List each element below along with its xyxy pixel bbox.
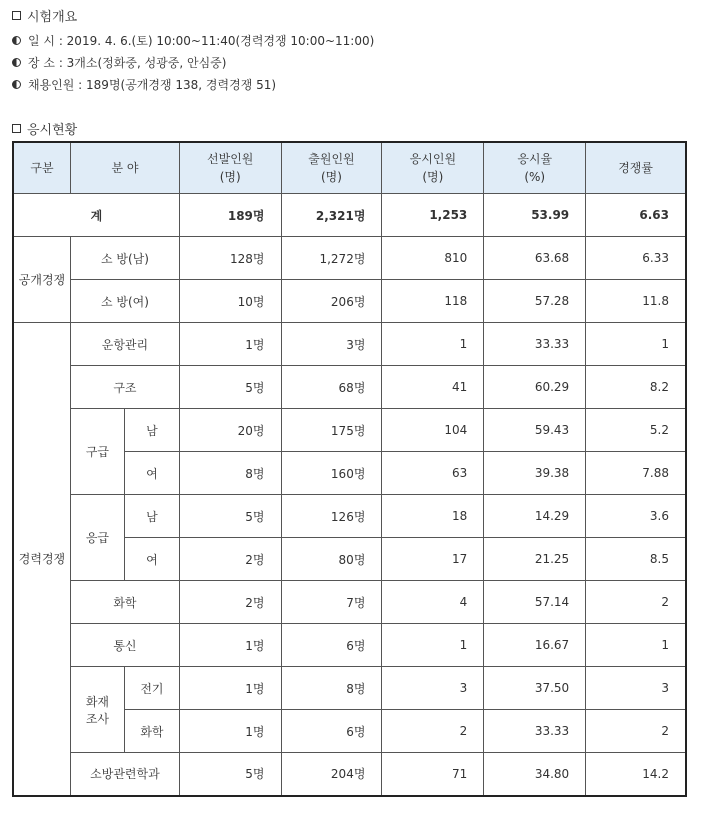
- group-hwajae: 화재 조사: [70, 667, 124, 753]
- status-heading: [12, 119, 77, 138]
- header-competition: 경쟁률: [586, 142, 686, 194]
- header-gubun: 구분: [13, 142, 70, 194]
- header-field: 분 야: [70, 142, 179, 194]
- header-rate: 응시율 (%): [484, 142, 586, 194]
- table-row-total: 계 189명 2,321명 1,253 53.99 6.63: [13, 194, 686, 237]
- group-career: 경력경쟁: [13, 323, 70, 796]
- square-bullet-icon: [12, 124, 21, 133]
- table-row: 여 2명 80명 17 21.25 8.5: [13, 538, 686, 581]
- overview-item-headcount: 채용인원 : 189명(공개경쟁 138, 경력경쟁 51): [12, 76, 276, 93]
- overview-item-datetime: 일 시 : 2019. 4. 6.(토) 10:00~11:40(경력경쟁 10:00~11:00): [12, 32, 374, 49]
- application-status-table: [12, 141, 687, 797]
- overview-heading: [12, 6, 77, 25]
- square-bullet-icon: [12, 11, 21, 20]
- table-row: 소방관련학과 5명 204명 71 34.80 14.2: [13, 753, 686, 796]
- header-applied: 출원인원 (명): [281, 142, 382, 194]
- table-header-row: [13, 142, 686, 194]
- group-eunggeup: 응급: [70, 495, 124, 581]
- table-row: 통신 1명 6명 1 16.67 1: [13, 624, 686, 667]
- group-gugeup: 구급: [70, 409, 124, 495]
- group-open: 공개경쟁: [13, 237, 70, 323]
- half-circle-bullet-icon: [12, 36, 21, 45]
- table-row: 소 방(여) 10명 206명 118 57.28 11.8: [13, 280, 686, 323]
- table-row: 화학 2명 7명 4 57.14 2: [13, 581, 686, 624]
- half-circle-bullet-icon: [12, 58, 21, 67]
- header-taken: 응시인원 (명): [382, 142, 484, 194]
- table-row: 구조 5명 68명 41 60.29 8.2: [13, 366, 686, 409]
- table-row: 구급 남 20명 175명 104 59.43 5.2: [13, 409, 686, 452]
- table-row: 공개경쟁 소 방(남) 128명 1,272명 810 63.68 6.33: [13, 237, 686, 280]
- overview-item-place: 장 소 : 3개소(정화중, 성광중, 안심중): [12, 54, 226, 71]
- table-row: 화학 1명 6명 2 33.33 2: [13, 710, 686, 753]
- header-selected: 선발인원 (명): [179, 142, 281, 194]
- table-row: 여 8명 160명 63 39.38 7.88: [13, 452, 686, 495]
- status-title: 응시현황: [27, 123, 78, 138]
- table-row: 경력경쟁 운항관리 1명 3명 1 33.33 1: [13, 323, 686, 366]
- table-row: 응급 남 5명 126명 18 14.29 3.6: [13, 495, 686, 538]
- half-circle-bullet-icon: [12, 80, 21, 89]
- table-row: 화재 조사 전기 1명 8명 3 37.50 3: [13, 667, 686, 710]
- overview-title: 시험개요: [27, 10, 78, 25]
